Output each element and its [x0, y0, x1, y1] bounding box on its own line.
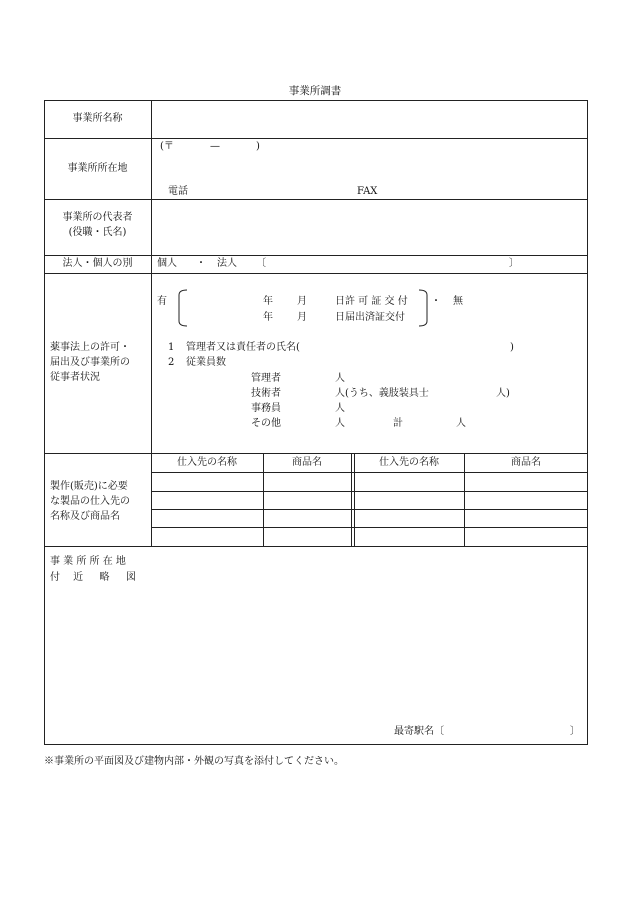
year-label: 年 — [263, 296, 273, 307]
postal-dash: — — [210, 141, 220, 152]
staff-count-label: 従業員数 — [186, 357, 226, 368]
staff-role: その他 — [251, 418, 281, 429]
bracket-close: 〕 — [509, 258, 519, 269]
row-divider — [44, 273, 588, 274]
row-divider — [44, 255, 588, 256]
row-divider — [44, 138, 588, 139]
staff-unit: 人(うち、義肢装具士 — [335, 388, 429, 399]
permit-label-line2: 届出及び事業所の — [50, 357, 130, 368]
supplier-row-divider — [151, 472, 588, 473]
footnote: ※事業所の平面図及び建物内部・外観の写真を添付してください。 — [44, 756, 344, 767]
representative-label: 事業所の代表者 — [62, 212, 133, 223]
postal-close: ) — [256, 141, 260, 152]
permit-label-line1: 薬事法上の許可・ — [50, 342, 130, 353]
staff-role: 管理者 — [251, 373, 281, 384]
map-label-line2: 付 近 略 図 — [50, 572, 136, 583]
manager-name-label: 管理者又は責任者の氏名( — [186, 342, 300, 353]
supplier-label-line3: 名称及び商品名 — [50, 511, 120, 522]
year-label: 年 — [263, 312, 273, 323]
staff-role: 技術者 — [251, 388, 281, 399]
staff-unit: 人 — [335, 373, 345, 384]
representative-field[interactable] — [152, 200, 587, 255]
staff-unit: 人 — [335, 403, 345, 414]
supplier-col-divider — [351, 453, 352, 546]
supplier-row-divider — [151, 527, 588, 528]
notification-issue-label: 日届出済証交付 — [335, 312, 405, 323]
staff-extra: 人) — [496, 388, 510, 399]
label-column-divider — [151, 100, 152, 546]
none-separator: ・ — [431, 296, 441, 307]
representative-sublabel: (役職・氏名) — [68, 227, 127, 238]
month-label: 月 — [297, 296, 307, 307]
address-label: 事業所所在地 — [67, 163, 128, 174]
column-header-supplier: 仕入先の名称 — [379, 457, 439, 468]
bracket-open: 〔 — [256, 258, 266, 269]
right-bracket-icon — [418, 289, 430, 327]
row-divider — [44, 453, 588, 454]
entity-type-label: 法人・個人の別 — [62, 258, 133, 269]
item2-number: 2 — [168, 357, 175, 368]
nearest-station-close: 〕 — [570, 726, 580, 737]
left-bracket-icon — [176, 289, 188, 327]
individual-option[interactable]: 個人 — [157, 258, 177, 269]
permit-issue-label: 日許 可 証 交 付 — [335, 296, 408, 307]
total-unit: 人 — [456, 418, 466, 429]
item1-number: 1 — [168, 342, 175, 353]
option-separator: ・ — [196, 258, 206, 269]
column-header-product: 商品名 — [292, 457, 322, 468]
map-label-line1: 事 業 所 所 在 地 — [50, 556, 126, 567]
postal-prefix: (〒 — [160, 141, 174, 152]
business-name-field[interactable] — [152, 101, 587, 138]
business-name-label: 事業所名称 — [72, 113, 123, 124]
column-header-supplier: 仕入先の名称 — [177, 457, 237, 468]
nearest-station-label: 最寄駅名〔 — [394, 726, 444, 737]
column-header-product: 商品名 — [511, 457, 541, 468]
supplier-label-line1: 製作(販売)に必要 — [50, 481, 128, 492]
document-title: 事業所調書 — [288, 85, 342, 97]
staff-unit: 人 — [335, 418, 345, 429]
permit-label-line3: 従事者状況 — [50, 372, 100, 383]
map-drawing-area[interactable] — [45, 547, 587, 722]
total-label: 計 — [393, 418, 403, 429]
corporation-option[interactable]: 法人 — [217, 258, 237, 269]
permit-has[interactable]: 有 — [157, 296, 167, 307]
permit-none[interactable]: 無 — [453, 296, 463, 307]
fax-label: FAX — [357, 186, 378, 197]
phone-label: 電話 — [168, 186, 188, 197]
month-label: 月 — [297, 312, 307, 323]
supplier-row-divider — [151, 509, 588, 510]
supplier-label-line2: な製品の仕入先の — [50, 496, 130, 507]
staff-role: 事務員 — [251, 403, 281, 414]
manager-name-close: ) — [510, 342, 514, 353]
supplier-row-divider — [151, 491, 588, 492]
